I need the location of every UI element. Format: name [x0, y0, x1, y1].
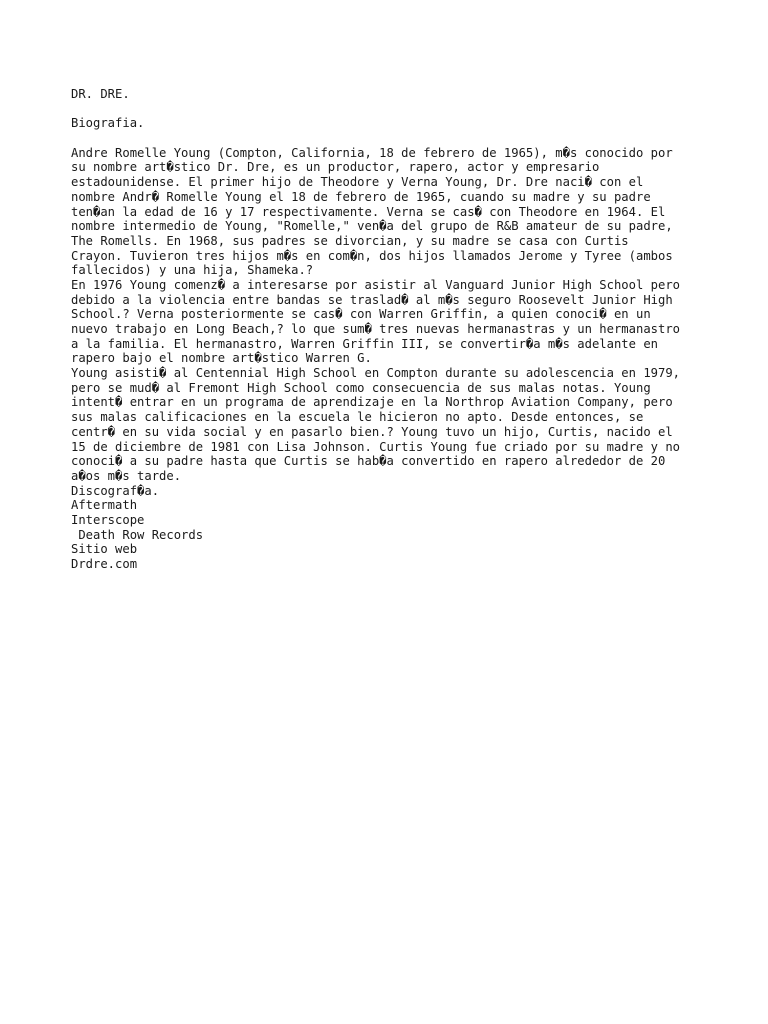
bio-line: Andre Romelle Young (Compton, California, 18 de febrero de 1965), m�s conocido por: [71, 145, 673, 160]
website-url: Drdre.com: [71, 557, 138, 571]
bio-line: rapero bajo el nombre art�stico Warren G.: [71, 351, 372, 366]
bio-line: nuevo trabajo en Long Beach,? lo que sum� tres nuevas hermanastras y un hermanastro: [71, 322, 681, 336]
document-title: DR. DRE.: [71, 87, 130, 101]
bio-line: En 1976 Young comenz� a interesarse por asistir al Vanguard Junior High School pero: [71, 277, 681, 292]
bio-line: nombre intermedio de Young, "Romelle," ven�a del grupo de R&B amateur de su padre,: [71, 219, 673, 234]
blank-line: [71, 102, 731, 117]
blank-line: [71, 131, 731, 146]
biography-text: [71, 146, 731, 484]
discography-item: Death Row Records: [71, 527, 204, 542]
bio-line: sus malas calificaciones en la escuela le hicieron no apto. Desde entonces, se: [71, 410, 644, 425]
bio-line: debido a la violencia entre bandas se traslad� al m�s seguro Roosevelt Junior High: [71, 292, 673, 307]
bio-line: The Romells. En 1968, sus padres se divorcian, y su madre se casa con Curtis: [71, 233, 629, 248]
bio-line: intent� entrar en un programa de aprendizaje en la Northrop Aviation Company, pero: [71, 395, 673, 410]
discography-item: Aftermath: [71, 498, 138, 513]
bio-line: Young asisti� al Centennial High School en Compton durante su adolescencia en 1979,: [71, 366, 681, 381]
bio-line: School.? Verna posteriormente se cas� con Warren Griffin, a quien conoci� en un: [71, 307, 651, 322]
bio-line: nombre Andr� Romelle Young el 18 de febrero de 1965, cuando su madre y su padre: [71, 189, 651, 204]
bio-line: ten�an la edad de 16 y 17 respectivamente. Verna se cas� con Theodore en 1964. El: [71, 204, 666, 219]
bio-line: pero se mud� al Fremont High School como consecuencia de sus malas notas. Young: [71, 380, 651, 395]
document-page: [71, 87, 731, 572]
bio-line: conoci� a su padre hasta que Curtis se hab�a convertido en rapero alrededor de 20: [71, 454, 666, 469]
section-heading-discography: Discograf�a.: [71, 483, 160, 498]
bio-line: 15 de diciembre de 1981 con Lisa Johnson. Curtis Young fue criado por su madre y no: [71, 439, 681, 454]
bio-line: Crayon. Tuvieron tres hijos m�s en com�n, dos hijos llamados Jerome y Tyree (ambos: [71, 248, 673, 263]
bio-line: a la familia. El hermanastro, Warren Griffin III, se convertir�a m�s adelante en: [71, 336, 658, 351]
section-heading-website: Sitio web: [71, 542, 138, 557]
bio-line: su nombre art�stico Dr. Dre, es un productor, rapero, actor y empresario: [71, 160, 600, 175]
discography-item: Interscope: [71, 512, 145, 527]
section-heading-biography: Biografia.: [71, 116, 145, 131]
bio-line: centr� en su vida social y en pasarlo bien.? Young tuvo un hijo, Curtis, nacido el: [71, 424, 673, 439]
bio-line: a�os m�s tarde.: [71, 468, 182, 483]
bio-line: fallecidos) y una hija, Shameka.?: [71, 263, 314, 278]
bio-line: estadounidense. El primer hijo de Theodore y Verna Young, Dr. Dre naci� con el: [71, 175, 644, 190]
